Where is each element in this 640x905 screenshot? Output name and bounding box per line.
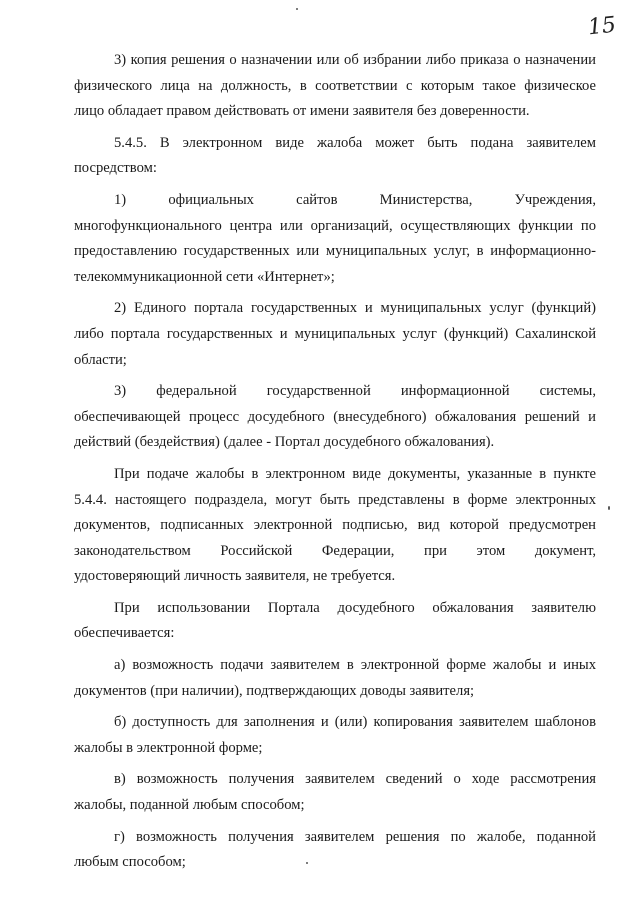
paragraph-item-v <box>74 767 596 818</box>
text-line: документов (при наличии), подтверждающих доводы заявителя; <box>74 682 475 699</box>
text-line: удостоверяющий личность заявителя, не требуется. <box>74 568 396 585</box>
text-line: жалобы в электронной форме; <box>74 739 263 756</box>
text-line: действий (бездействия) (далее - Портал досудебного обжалования). <box>74 434 495 451</box>
text-line: многофункционального центра или организаций, осуществляющих функции по <box>74 217 596 234</box>
text-line: а) возможность подачи заявителем в электронной форме жалобы и иных <box>114 657 596 674</box>
text-line: физического лица на должность, в соответствии с которым такое физическое <box>74 77 596 94</box>
text-line: г) возможность получения заявителем решения по жалобе, поданной <box>114 828 596 845</box>
text-line: 5.4.5. В электронном виде жалоба может быть подана заявителем <box>114 134 596 151</box>
text-line: жалобы, поданной любым способом; <box>74 797 305 814</box>
paragraph-copy-of-decision <box>74 48 596 125</box>
text-line: 3) копия решения о назначении или об избрании либо приказа о назначении <box>114 52 596 68</box>
paragraph-electronic-documents <box>74 462 596 590</box>
page-number: 15 <box>586 12 618 41</box>
text-line: в) возможность получения заявителем сведений о ходе рассмотрения <box>114 771 596 788</box>
text-line: законодательством Российской Федерации, при этом документ, <box>74 542 596 559</box>
text-line: лицо обладает правом действовать от имени заявителя без доверенности. <box>74 103 530 120</box>
text-line: предоставлению государственных или муниципальных услуг, в информационно- <box>74 243 596 260</box>
text-line: 1) официальных сайтов Министерства, Учреждения, <box>114 191 596 208</box>
text-line: документов, подписанных электронной подписью, вид которой предусмотрен <box>74 517 596 534</box>
paragraph-5-4-5 <box>74 131 596 182</box>
text-line: б) доступность для заполнения и (или) копирования заявителем шаблонов <box>114 714 596 731</box>
text-line: области; <box>74 351 127 368</box>
text-line: обеспечивается: <box>74 625 175 642</box>
text-line: либо портала государственных и муниципальных услуг (функций) Сахалинской <box>74 325 596 342</box>
paragraph-item-1-official-sites <box>74 188 596 290</box>
text-line: посредством: <box>74 160 157 177</box>
text-line: обеспечивающей процесс досудебного (внесудебного) обжалования решений и <box>74 408 596 425</box>
paragraph-item-g <box>74 825 596 876</box>
document-body <box>74 48 596 882</box>
paragraph-item-2-unified-portal <box>74 296 596 373</box>
paragraph-item-a <box>74 653 596 704</box>
scan-speck <box>608 506 610 510</box>
paragraph-portal-usage <box>74 596 596 647</box>
scan-speck <box>306 862 308 864</box>
text-line: любым способом; <box>74 854 186 871</box>
paragraph-item-b <box>74 710 596 761</box>
text-line: При подаче жалобы в электронном виде документы, указанные в пункте <box>114 465 596 482</box>
paragraph-item-3-federal-system <box>74 379 596 456</box>
text-line: 3) федеральной государственной информационной системы, <box>114 383 596 400</box>
text-line: 2) Единого портала государственных и муниципальных услуг (функций) <box>114 300 596 317</box>
scan-speck <box>296 8 298 10</box>
text-line: 5.4.4. настоящего подраздела, могут быть представлены в форме электронных <box>74 491 596 508</box>
text-line: телекоммуникационной сети «Интернет»; <box>74 268 335 285</box>
text-line: При использовании Портала досудебного обжалования заявителю <box>114 599 596 616</box>
